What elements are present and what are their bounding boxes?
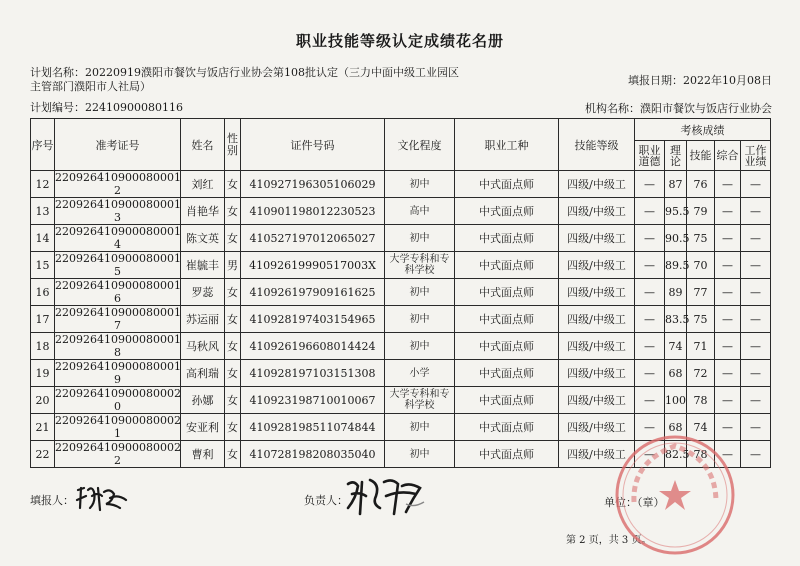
cell-gender: 女 (225, 171, 241, 198)
cell-skill: 74 (687, 414, 715, 441)
cell-overall: — (715, 198, 741, 225)
header-performance: 工作业绩 (741, 141, 771, 171)
cell-overall: — (715, 306, 741, 333)
cell-education: 大学专科和专科学校 (385, 252, 455, 279)
filler-label: 填报人： (30, 494, 74, 507)
cell-id-no: 410926196608014424 (241, 333, 385, 360)
cell-overall: — (715, 171, 741, 198)
cell-performance: — (741, 333, 771, 360)
cell-occupation: 中式面点师 (455, 387, 559, 414)
cell-theory: 89 (665, 279, 687, 306)
roster-table (30, 118, 771, 468)
cell-occupation: 中式面点师 (455, 225, 559, 252)
cell-gender: 女 (225, 414, 241, 441)
header-exam-no: 准考证号 (55, 119, 181, 171)
cell-level: 四级/中级工 (559, 387, 635, 414)
cell-seq: 21 (31, 414, 55, 441)
cell-exam-no: 220926410900080002 1 (55, 414, 181, 440)
cell-name: 苏运丽 (181, 306, 225, 333)
cell-performance: — (741, 252, 771, 279)
cell-overall: — (715, 279, 741, 306)
cell-ethics: — (635, 198, 665, 225)
cell-theory: 87 (665, 171, 687, 198)
cell-skill: 70 (687, 252, 715, 279)
cell-skill: 72 (687, 360, 715, 387)
plan-name-line1: 计划名称：20220919濮阳市餐饮与饭店行业协会第108批认定（三力中面中级工业园区 (30, 66, 459, 79)
cell-education: 小学 (385, 360, 455, 387)
header-theory: 理论 (665, 141, 687, 171)
table-row (31, 171, 771, 198)
cell-occupation: 中式面点师 (455, 333, 559, 360)
cell-overall: — (715, 387, 741, 414)
cell-level: 四级/中级工 (559, 333, 635, 360)
header-occupation: 职业工种 (455, 119, 559, 171)
cell-performance: — (741, 441, 771, 468)
cell-name: 罗蕊 (181, 279, 225, 306)
cell-ethics: — (635, 171, 665, 198)
cell-performance: — (741, 198, 771, 225)
cell-id-no: 410923198710010067 (241, 387, 385, 414)
cell-exam-no: 220926410900080001 4 (55, 225, 181, 251)
cell-gender: 女 (225, 225, 241, 252)
cell-ethics: — (635, 441, 665, 468)
cell-seq: 17 (31, 306, 55, 333)
cell-level: 四级/中级工 (559, 225, 635, 252)
cell-theory: 83.5 (665, 306, 687, 333)
cell-theory: 89.5 (665, 252, 687, 279)
cell-seq: 13 (31, 198, 55, 225)
cell-exam-no: 220926410900080001 3 (55, 198, 181, 224)
cell-skill: 78 (687, 441, 715, 468)
cell-skill: 77 (687, 279, 715, 306)
unit-label: 单位：（章） (604, 496, 665, 509)
org-name: 机构名称：濮阳市餐饮与饭店行业协会 (585, 102, 772, 115)
cell-education: 初中 (385, 225, 455, 252)
cell-performance: — (741, 279, 771, 306)
cell-name: 高利瑞 (181, 360, 225, 387)
cell-exam-no: 220926410900080001 2 (55, 171, 181, 197)
cell-exam-no: 220926410900080002 0 (55, 387, 181, 413)
cell-gender: 女 (225, 279, 241, 306)
table-row (31, 252, 771, 279)
cell-name: 肖艳华 (181, 198, 225, 225)
cell-skill: 71 (687, 333, 715, 360)
cell-gender: 女 (225, 387, 241, 414)
cell-education: 初中 (385, 306, 455, 333)
cell-exam-no: 220926410900080002 2 (55, 441, 181, 467)
table-row (31, 225, 771, 252)
table-row (31, 360, 771, 387)
cell-seq: 14 (31, 225, 55, 252)
cell-name: 崔毓丰 (181, 252, 225, 279)
cell-occupation: 中式面点师 (455, 198, 559, 225)
cell-seq: 19 (31, 360, 55, 387)
cell-name: 马秋风 (181, 333, 225, 360)
cell-performance: — (741, 171, 771, 198)
cell-id-no: 410901198012230523 (241, 198, 385, 225)
header-gender: 性别 (225, 119, 241, 171)
cell-occupation: 中式面点师 (455, 414, 559, 441)
cell-ethics: — (635, 252, 665, 279)
cell-gender: 女 (225, 306, 241, 333)
cell-name: 孙娜 (181, 387, 225, 414)
cell-occupation: 中式面点师 (455, 252, 559, 279)
cell-id-no: 410728198208035040 (241, 441, 385, 468)
cell-occupation: 中式面点师 (455, 306, 559, 333)
cell-ethics: — (635, 306, 665, 333)
cell-exam-no: 220926410900080001 8 (55, 333, 181, 359)
cell-occupation: 中式面点师 (455, 279, 559, 306)
cell-level: 四级/中级工 (559, 360, 635, 387)
cell-seq: 18 (31, 333, 55, 360)
fill-date: 填报日期：2022年10月08日 (628, 74, 772, 87)
cell-level: 四级/中级工 (559, 198, 635, 225)
cell-overall: — (715, 225, 741, 252)
cell-seq: 22 (31, 441, 55, 468)
plan-number: 计划编号：22410900080116 (30, 101, 183, 114)
filler-signature (74, 482, 130, 516)
cell-overall: — (715, 441, 741, 468)
cell-ethics: — (635, 387, 665, 414)
cell-level: 四级/中级工 (559, 252, 635, 279)
cell-id-no: 410928197403154965 (241, 306, 385, 333)
cell-level: 四级/中级工 (559, 414, 635, 441)
page-title: 职业技能等级认定成绩花名册 (295, 32, 504, 50)
cell-occupation: 中式面点师 (455, 360, 559, 387)
cell-overall: — (715, 252, 741, 279)
cell-id-no: 410527197012065027 (241, 225, 385, 252)
cell-education: 初中 (385, 279, 455, 306)
cell-gender: 女 (225, 360, 241, 387)
cell-overall: — (715, 333, 741, 360)
header-id-no: 证件号码 (241, 119, 385, 171)
cell-id-no: 410928197103151308 (241, 360, 385, 387)
cell-theory: 82.5 (665, 441, 687, 468)
cell-skill: 75 (687, 225, 715, 252)
cell-level: 四级/中级工 (559, 171, 635, 198)
owner-signature (340, 474, 430, 520)
cell-performance: — (741, 225, 771, 252)
cell-performance: — (741, 414, 771, 441)
cell-theory: 100 (665, 387, 687, 414)
cell-occupation: 中式面点师 (455, 441, 559, 468)
cell-ethics: — (635, 360, 665, 387)
roster-body (31, 171, 771, 468)
cell-name: 安亚利 (181, 414, 225, 441)
cell-id-no: 410926197909161625 (241, 279, 385, 306)
cell-exam-no: 220926410900080001 9 (55, 360, 181, 386)
cell-id-no: 410927196305106029 (241, 171, 385, 198)
cell-gender: 女 (225, 198, 241, 225)
table-row (31, 198, 771, 225)
cell-seq: 16 (31, 279, 55, 306)
cell-education: 初中 (385, 414, 455, 441)
header-skill: 技能 (687, 141, 715, 171)
cell-ethics: — (635, 333, 665, 360)
cell-theory: 74 (665, 333, 687, 360)
cell-exam-no: 220926410900080001 5 (55, 252, 181, 278)
cell-overall: — (715, 360, 741, 387)
cell-performance: — (741, 360, 771, 387)
table-row (31, 306, 771, 333)
cell-seq: 20 (31, 387, 55, 414)
header-level: 技能等级 (559, 119, 635, 171)
page-number: 第 2 页，共 3 页。 (566, 535, 652, 546)
plan-name (30, 66, 459, 94)
cell-education: 初中 (385, 333, 455, 360)
header-ethics: 职业道德 (635, 141, 665, 171)
table-row (31, 387, 771, 414)
cell-performance: — (741, 306, 771, 333)
cell-occupation: 中式面点师 (455, 171, 559, 198)
header-education: 文化程度 (385, 119, 455, 171)
cell-exam-no: 220926410900080001 6 (55, 279, 181, 305)
cell-exam-no: 220926410900080001 7 (55, 306, 181, 332)
official-seal (612, 432, 738, 558)
header-seq: 序号 (31, 119, 55, 171)
cell-gender: 女 (225, 441, 241, 468)
header-scores: 考核成绩 (635, 119, 771, 141)
cell-id-no: 410928198511074844 (241, 414, 385, 441)
cell-skill: 78 (687, 387, 715, 414)
cell-gender: 男 (225, 252, 241, 279)
cell-education: 初中 (385, 441, 455, 468)
cell-id-no: 41092619990517003X (241, 252, 385, 279)
cell-theory: 68 (665, 414, 687, 441)
cell-education: 高中 (385, 198, 455, 225)
cell-ethics: — (635, 225, 665, 252)
header-overall: 综合 (715, 141, 741, 171)
cell-skill: 76 (687, 171, 715, 198)
cell-performance: — (741, 387, 771, 414)
cell-skill: 79 (687, 198, 715, 225)
cell-theory: 95.5 (665, 198, 687, 225)
cell-theory: 90.5 (665, 225, 687, 252)
cell-ethics: — (635, 279, 665, 306)
cell-gender: 女 (225, 333, 241, 360)
cell-level: 四级/中级工 (559, 306, 635, 333)
cell-education: 初中 (385, 171, 455, 198)
header-name: 姓名 (181, 119, 225, 171)
table-row (31, 279, 771, 306)
cell-name: 刘红 (181, 171, 225, 198)
table-row (31, 333, 771, 360)
plan-name-line2: 主管部门濮阳市人社局） (30, 80, 151, 93)
cell-overall: — (715, 414, 741, 441)
cell-seq: 15 (31, 252, 55, 279)
cell-skill: 75 (687, 306, 715, 333)
cell-level: 四级/中级工 (559, 279, 635, 306)
cell-level: 四级/中级工 (559, 441, 635, 468)
owner-label: 负责人： (304, 494, 348, 507)
cell-name: 曹利 (181, 441, 225, 468)
cell-education: 大学专科和专科学校 (385, 387, 455, 414)
cell-ethics: — (635, 414, 665, 441)
cell-seq: 12 (31, 171, 55, 198)
cell-theory: 68 (665, 360, 687, 387)
cell-name: 陈文英 (181, 225, 225, 252)
